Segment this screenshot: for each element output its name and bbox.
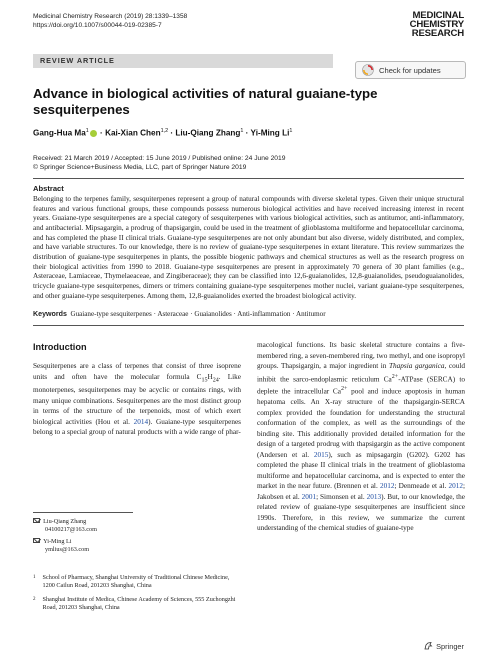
superscript: 2+ bbox=[391, 373, 399, 380]
affiliations bbox=[33, 574, 243, 613]
author-affiliation: 1 bbox=[85, 128, 89, 134]
body-text: -ATPase (SERCA) to deplete the intracellular Ca bbox=[257, 374, 465, 396]
author-name[interactable]: Kai-Xian Chen bbox=[105, 128, 161, 138]
subscript: 15 bbox=[201, 376, 208, 383]
body-text: ), such as mipsagargin (G202). G202 has completed the phase II clinical trials in the treatment of glioblastoma multiforme and hepatocellular carcinoma, and is expected to enter the market in the near future. (Brennen et al. bbox=[257, 450, 465, 491]
section-heading: Introduction bbox=[33, 342, 87, 352]
contact-email[interactable]: ymlius@163.com bbox=[45, 546, 90, 554]
author-affiliation: 1,2 bbox=[160, 128, 169, 134]
check-for-updates-button[interactable] bbox=[355, 61, 466, 79]
body-text: ; Simonsen et al. bbox=[316, 492, 367, 501]
body-text: . Like monoterpenes, sesquiterpenes may be acyclic or contains rings, with many unique combinations. Sesquiterpenes are the most distinct group in terms of the structure of the terpenoids, most of which exert biological activities (Hou et al. bbox=[33, 372, 241, 426]
doi-link[interactable]: https://doi.org/10.1007/s00044-019-02385-7 bbox=[33, 22, 162, 29]
subscript: 24 bbox=[212, 376, 219, 383]
citation-link[interactable]: 2012 bbox=[448, 482, 463, 491]
body-text: pool and induce apoptosis in human hepatoma cells. An X-ray structure of the thapsigargin-SERCA complex provided the foundation for understanding the structural conformation of the complex, as well as the surroundings of the binding site. This additionally provided detailed information for the design of a targeted prodrug with thapsigargin as the active component (Andersen et al. bbox=[257, 387, 465, 459]
affiliation-number: 2 bbox=[33, 596, 36, 602]
publisher-name: Springer bbox=[436, 641, 464, 651]
affiliation-number: 1 bbox=[33, 575, 36, 580]
author-name[interactable]: Yi-Ming Li bbox=[250, 128, 290, 138]
author-name[interactable]: Liu-Qiang Zhang bbox=[175, 128, 241, 138]
author-separator: · bbox=[97, 128, 106, 138]
article-title: Advance in biological activities of natural guaiane-type sesquiterpenes bbox=[33, 86, 378, 117]
body-text: Sesquiterpenes are a class of terpenes that consist of three isoprene units and often have the molecular formula C bbox=[33, 362, 241, 381]
contact-name: Yi-Ming Li bbox=[43, 537, 72, 545]
body-column-left bbox=[33, 361, 241, 438]
affiliation-text: School of Pharmacy, Shanghai University of Traditional Chinese Medicine, 1200 Cailun Road, 201203 Shanghai, China bbox=[42, 574, 230, 590]
author-affiliation: 1 bbox=[240, 128, 244, 134]
springer-horse-icon bbox=[423, 641, 433, 651]
body-column-right bbox=[257, 340, 465, 534]
citation-link[interactable]: 2013 bbox=[366, 492, 382, 501]
mail-icon bbox=[33, 518, 40, 523]
body-text: ). Guaiane-type sesquiterpenes belong to a special group of natural products with a wide range of phar- bbox=[33, 417, 241, 437]
body-text: , could inhibit the sarco-endoplasmic reticulum Ca bbox=[257, 362, 466, 383]
article-type-label: REVIEW ARTICLE bbox=[40, 56, 115, 65]
publisher-logo bbox=[423, 641, 464, 651]
divider bbox=[33, 325, 464, 326]
corresponding-contacts bbox=[33, 518, 233, 555]
dates-line: Received: 21 March 2019 / Accepted: 15 June 2019 / Published online: 24 June 2019 bbox=[33, 155, 286, 162]
author-list bbox=[33, 128, 292, 138]
logo-line-3: RESEARCH bbox=[411, 27, 464, 39]
author-separator: · bbox=[168, 128, 176, 138]
author-separator: · bbox=[243, 128, 251, 138]
body-text: macological functions. Its basic skeletal structure contains a five-membered ring, a seven-membered ring, two methyl, and one isopropyl groups. Thapsigargin, a major ingredient in bbox=[257, 341, 465, 370]
orcid-icon[interactable] bbox=[90, 130, 97, 137]
citation-link[interactable]: 2001 bbox=[301, 492, 317, 501]
check-updates-label: Check for updates bbox=[379, 65, 441, 75]
keywords-label: Keywords bbox=[33, 310, 67, 318]
superscript: 2+ bbox=[340, 386, 348, 393]
abstract-heading: Abstract bbox=[33, 184, 64, 193]
author-affiliation: 1 bbox=[289, 128, 293, 134]
footnote-divider bbox=[33, 512, 133, 513]
keywords bbox=[33, 310, 464, 318]
keywords-list: Guaiane-type sesquiterpenes · Asteraceae · Guaianolides · Anti-inflammation · Antitumor bbox=[70, 310, 326, 318]
journal-logo bbox=[392, 12, 464, 38]
citation-link[interactable]: 2014 bbox=[133, 417, 149, 426]
body-text: ; Jakobsen et al. bbox=[257, 482, 465, 501]
logo-line-1: MEDICINAL bbox=[412, 10, 464, 21]
citation-link[interactable]: 2015 bbox=[313, 450, 329, 459]
publication-dates bbox=[33, 154, 285, 172]
logo-line-2: CHEMISTRY bbox=[409, 18, 464, 30]
contact-email[interactable]: 04100217@163.com bbox=[45, 526, 97, 534]
species-name: Thapsia garganica bbox=[389, 362, 445, 370]
copyright-line: © Springer Science+Business Media, LLC, part of Springer Nature 2019 bbox=[33, 164, 247, 171]
journal-line: Medicinal Chemistry Research (2019) 28:1339–1358 bbox=[33, 13, 188, 20]
author-name[interactable]: Gang-Hua Ma bbox=[33, 128, 86, 138]
mail-icon bbox=[33, 538, 40, 543]
check-updates-icon bbox=[362, 64, 374, 76]
citation-link[interactable]: 2012 bbox=[379, 482, 395, 491]
abstract-text: Belonging to the terpenes family, sesquiterpenes represent a group of natural compounds with diverse skeletal types. Given their unique structural features and various functional groups, these compounds possess numerous biological activities and have received increasing interest in recent years. Guaiane-type sesquiterpenes are a special category of sesquiterpenes with various biological activities, such as antitumor, anti-inflammatory, and antibacterial. Mipsagargin, a prodrug of thapsigargin, could be used in the treatment of glioblastoma multiforme and hepatocellular carcinoma, and has completed the phase II clinical trials. Guaiane-type sesquiterpenes are not only abundant but also diverse, widely distributed, and complex, and have variable structures. To our knowledge, there is no review of guaiane-type sesquiterpenes in extant literature. This review summarizes the distribution of guaiane-type sesquiterpenes in plants, the possible biogenic pathways and chemical structures as well as the research progress on their biological activities from 1990 to 2018. Guaiane-type sesquiterpenes are present in approximately 70 genera of 30 plant families (e.g., Asteraceae, Lamiaceae, Thymelaeaceae, and Zingiberaceae); they can be classified into 12,6-guaianolides, 12,8-guaianolides, pseudoguaianolides, tricycle guaiane-type sesquiterpenes, dimers or trimers containing guaiane-type sesquiterpenes mother nuclei, variant guaiane-type sesquiterpenes, and other guaiane-type sesquiterpenes. Among them, 12,8-guaianolides exerted the broadest biological activity. bbox=[33, 195, 464, 300]
contact-name: Liu-Qiang Zhang bbox=[43, 518, 87, 525]
affiliation-text: Shanghai Institute of Medica, Chinese Academy of Sciences, 555 Zuchongzhi Road, 201203 Shanghai, China bbox=[42, 595, 236, 612]
body-text: H bbox=[207, 372, 213, 381]
body-text: ). But, to our knowledge, the related review of guaiane-type sesquiterpenes are insufficient since 1990s. Therefore, in this review, we summarize the current understanding of the chemical studies of guaiane-type bbox=[257, 492, 465, 533]
journal-citation bbox=[33, 12, 187, 30]
body-text: ; Denmeade et al. bbox=[394, 482, 449, 491]
divider bbox=[33, 178, 464, 179]
